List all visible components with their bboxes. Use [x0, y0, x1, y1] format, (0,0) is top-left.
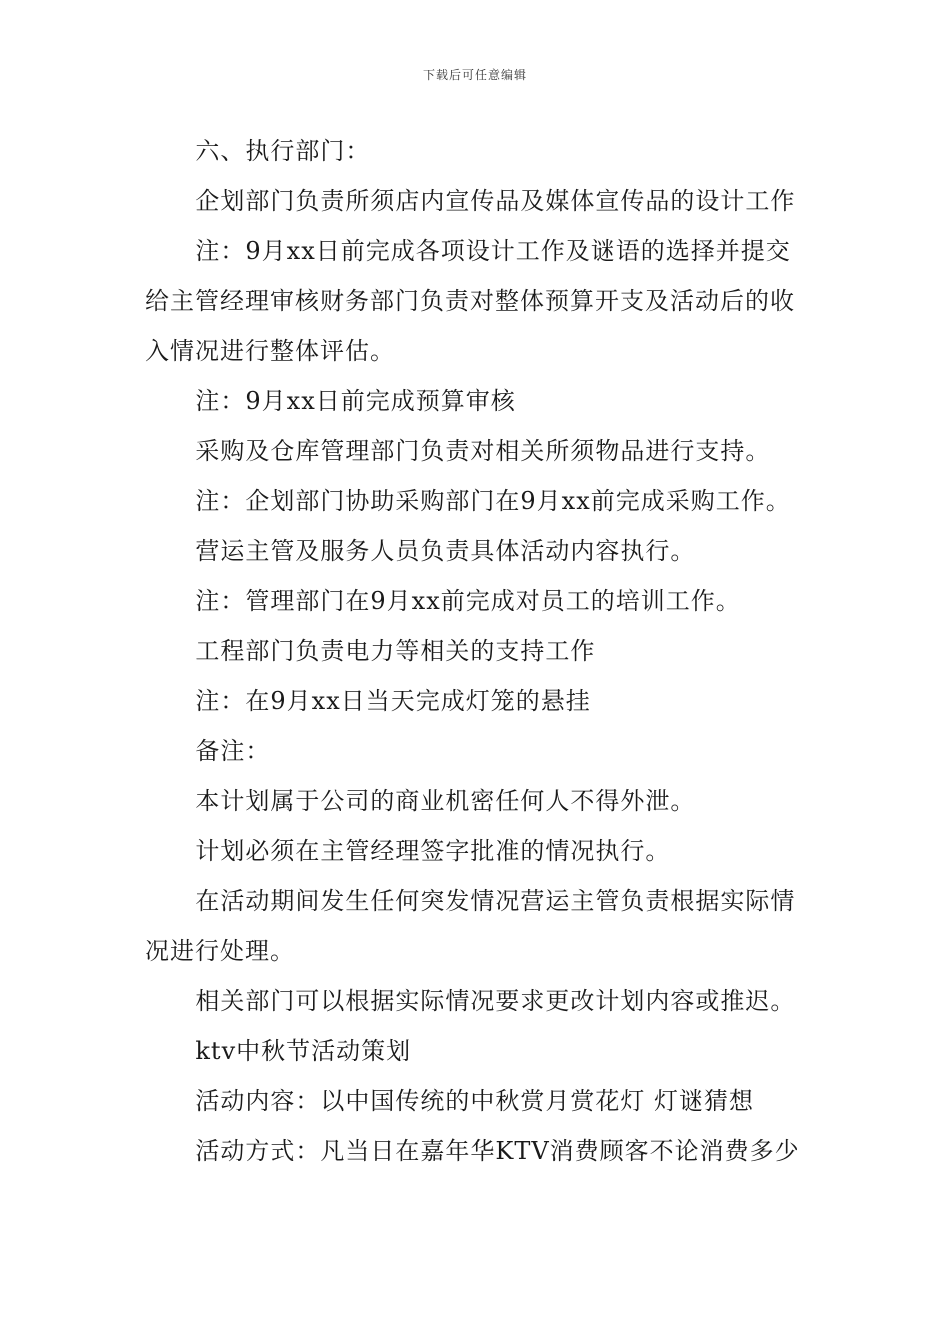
paragraph: 注：在9月xx日当天完成灯笼的悬挂: [195, 687, 591, 715]
paragraph: 采购及仓库管理部门负责对相关所须物品进行支持。: [195, 437, 771, 465]
paragraph: 在活动期间发生任何突发情况营运主管负责根据实际情况进行处理。: [145, 887, 796, 965]
paragraph: 注：9月xx日前完成各项设计工作及谜语的选择并提交给主管经理审核财务部门负责对整体预算开支及活动后的收入情况进行整体评估。: [145, 237, 795, 365]
paragraph: 营运主管及服务人员负责具体活动内容执行。: [195, 537, 696, 565]
document-body: [145, 126, 810, 1176]
section-heading: 六、执行部门：: [195, 137, 371, 165]
paragraph: 活动内容：以中国传统的中秋赏月赏花灯 灯谜猜想: [195, 1087, 755, 1115]
remarks-heading: 备注：: [195, 737, 271, 765]
paragraph: 注：9月xx日前完成预算审核: [195, 387, 516, 415]
paragraph: 工程部门负责电力等相关的支持工作: [195, 637, 596, 665]
paragraph: 计划必须在主管经理签字批准的情况执行。: [195, 837, 671, 865]
paragraph: 注：管理部门在9月xx前完成对员工的培训工作。: [195, 587, 741, 615]
paragraph: 活动方式：凡当日在嘉年华KTV消费顾客不论消费多少: [195, 1137, 800, 1165]
paragraph: 本计划属于公司的商业机密任何人不得外泄。: [195, 787, 696, 815]
paragraph: 相关部门可以根据实际情况要求更改计划内容或推迟。: [195, 987, 796, 1015]
paragraph: 企划部门负责所须店内宣传品及媒体宣传品的设计工作: [195, 187, 796, 215]
page-header-note: 下载后可任意编辑: [422, 68, 527, 82]
paragraph: 注：企划部门协助采购部门在9月xx前完成采购工作。: [195, 487, 791, 515]
section-title: ktv中秋节活动策划: [195, 1037, 412, 1065]
